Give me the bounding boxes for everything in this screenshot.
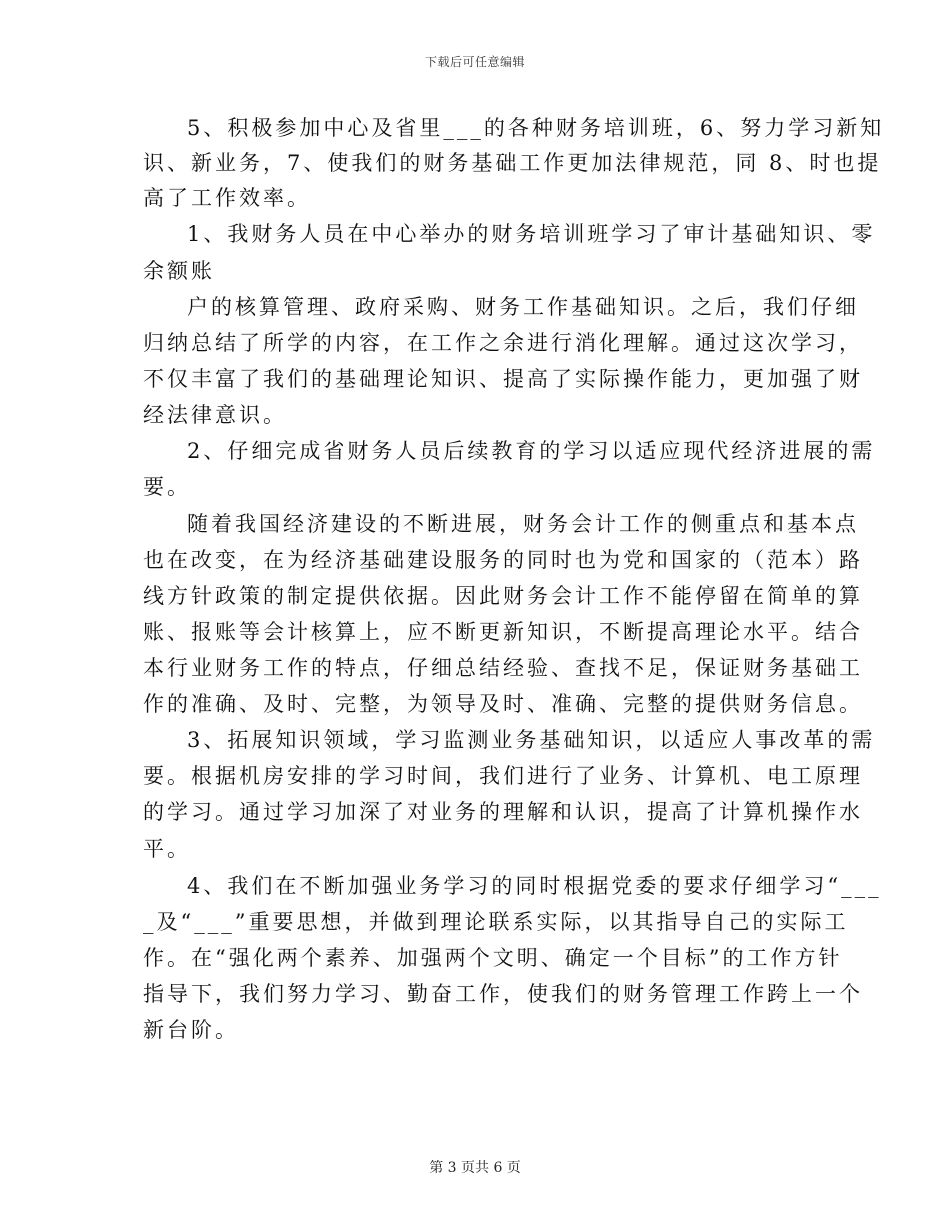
text-line: 随着我国经济建设的不断进展，财务会计工作的侧重点和基本点: [187, 512, 859, 536]
text-line: 2、仔细完成省财务人员后续教育的学习以适应现代经济进展的需: [187, 439, 876, 463]
text-line: 也在改变，在为经济基础建设服务的同时也为党和国家的（范本）路: [143, 548, 863, 572]
text-line: 高了工作效率。: [143, 186, 311, 210]
text-line: 要。根据机房安排的学习时间，我们进行了业务、计算机、电工原理: [143, 764, 863, 788]
text-line: 要。: [143, 475, 191, 499]
text-line: 经法律意识。: [143, 403, 287, 427]
text-line: 作。在“强化两个素养、加强两个文明、确定一个目标”的工作方针: [143, 946, 843, 970]
text-line: 账、报账等会计核算上，应不断更新知识，不断提高理论水平。结合: [143, 620, 863, 644]
text-line: 户的核算管理、政府采购、财务工作基础知识。之后，我们仔细: [187, 295, 859, 319]
text-line: 新台阶。: [143, 1018, 239, 1042]
text-line: 的学习。通过学习加深了对业务的理解和认识，提高了计算机操作水: [143, 800, 863, 824]
text-line: 识、新业务，7、使我们的财务基础工作更加法律规范，同 8、时也提: [143, 151, 882, 175]
text-line: 5、积极参加中心及省里___的各种财务培训班，6、努力学习新知: [187, 116, 885, 140]
text-line: 作的准确、及时、完整，为领导及时、准确、完整的提供财务信息。: [143, 692, 863, 716]
text-line: 归纳总结了所学的内容，在工作之余进行消化理解。通过这次学习，: [143, 331, 863, 355]
text-line: 平。: [143, 837, 191, 861]
text-line: 不仅丰富了我们的基础理论知识、提高了实际操作能力，更加强了财: [143, 367, 863, 391]
text-line: 余额账: [143, 259, 215, 283]
text-line: 4、我们在不断加强业务学习的同时根据党委的要求仔细学习“___: [187, 874, 882, 898]
document-body: [0, 100, 950, 1100]
text-line: 本行业财务工作的特点，仔细总结经验、查找不足，保证财务基础工: [143, 656, 863, 680]
page-header: 下载后可任意编辑: [424, 55, 525, 69]
text-line: 3、拓展知识领域，学习监测业务基础知识，以适应人事改革的需: [187, 728, 876, 752]
text-line: 1、我财务人员在中心举办的财务培训班学习了审计基础知识、零: [187, 222, 876, 246]
text-line: 指导下，我们努力学习、勤奋工作，使我们的财务管理工作跨上一个: [143, 982, 863, 1006]
text-line: 线方针政策的制定提供依据。因此财务会计工作不能停留在简单的算: [143, 584, 863, 608]
text-line: _及“___”重要思想，并做到理论联系实际，以其指导自己的实际工: [143, 910, 849, 934]
page-number: 第 3 页共 6 页: [429, 1160, 521, 1176]
